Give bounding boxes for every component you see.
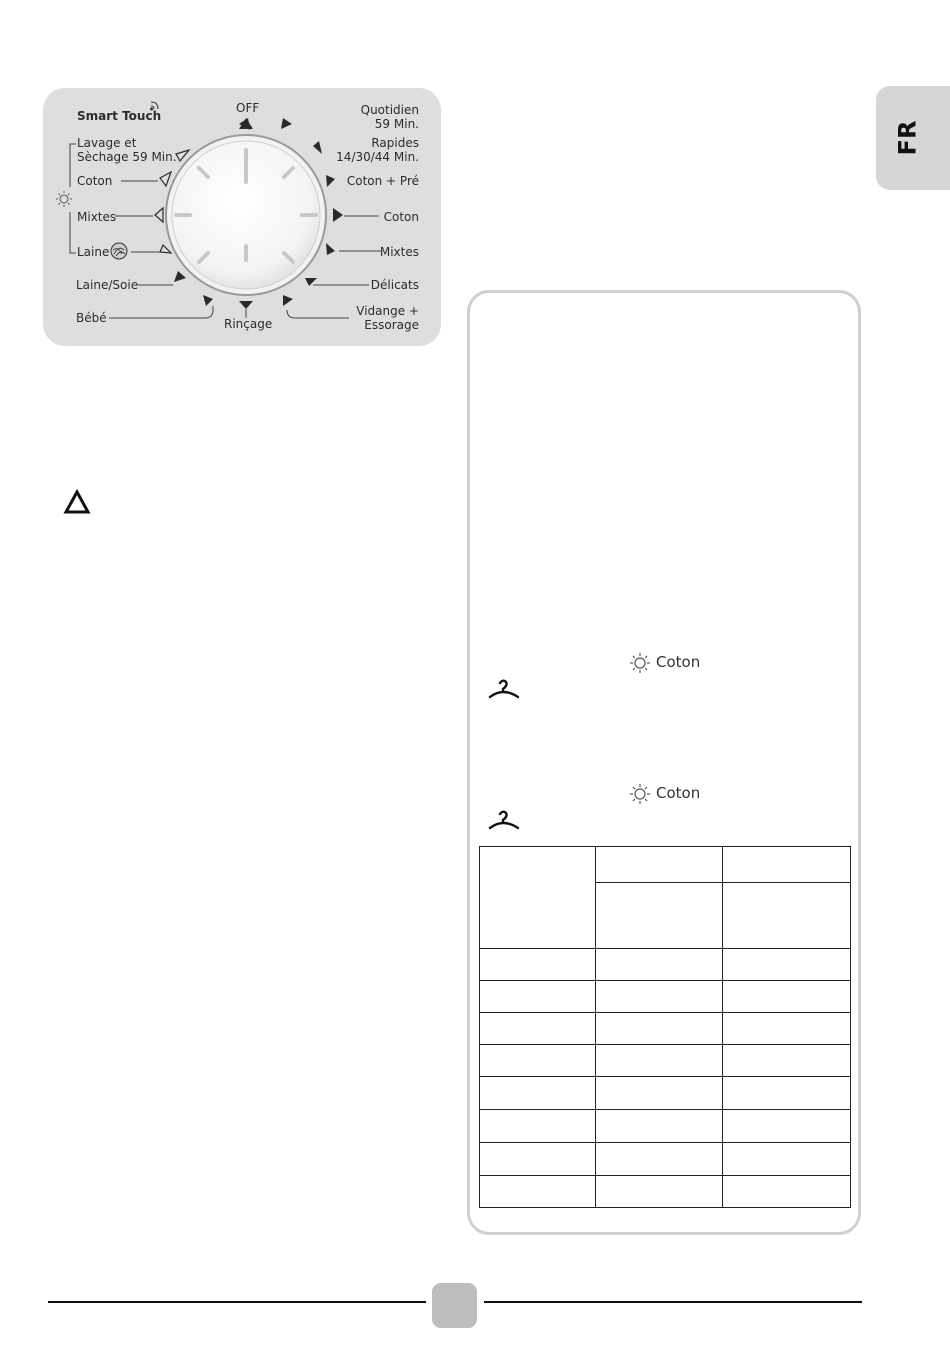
dial-label-vidange-line1: Vidange +: [356, 304, 419, 318]
dial-label-delicats: Délicats: [370, 278, 419, 292]
table-row: [480, 949, 851, 981]
page-number-badge: [432, 1283, 477, 1328]
language-tab: [876, 86, 950, 190]
dial-label-mixtes-wash: Mixtes: [379, 245, 419, 259]
table-row: [480, 1176, 851, 1208]
dial-label-rapides-line2: 14/30/44 Min.: [336, 150, 419, 164]
table-row: [480, 1013, 851, 1045]
dial-label-bebe: Bébé: [76, 311, 107, 325]
footer-rule-right: [484, 1301, 862, 1303]
dial-label-rincage: Rinçage: [224, 317, 273, 331]
hanger-icon: [487, 678, 521, 700]
table-row: [480, 1077, 851, 1110]
hanger-icon: [487, 809, 521, 831]
sun-icon: [56, 191, 72, 207]
dial-label-laine-soie: Laine/Soie: [76, 278, 139, 292]
dial-label-coton-wash: Coton: [383, 210, 419, 224]
warning-triangle-icon: [63, 489, 91, 515]
dial-label-quotidien-line1: Quotidien: [360, 103, 419, 117]
table-row: [480, 1143, 851, 1176]
dial-label-quotidien-line2: 59 Min.: [374, 117, 419, 131]
coton-label-1: Coton: [656, 653, 701, 671]
table-row: [480, 1110, 851, 1143]
coton-label-2: Coton: [656, 784, 701, 802]
dial-label-off: OFF: [236, 101, 260, 115]
dial-label-vidange-line2: Essorage: [364, 318, 419, 332]
dial-label-coton-pre: Coton + Pré: [346, 174, 419, 188]
language-tab-label: FR: [893, 120, 922, 156]
dial-label-coton-dry: Coton: [77, 174, 113, 188]
table-row: [480, 981, 851, 1013]
table-header-cell: [480, 847, 596, 949]
drying-table: [479, 846, 851, 1208]
dial-label-laine-dry: Laine: [77, 245, 110, 259]
table-subheader-cell: [596, 883, 723, 949]
dial-label-lavage-line1: Lavage et: [77, 136, 137, 150]
footer-rule-left: [48, 1301, 426, 1303]
table-row: [480, 1045, 851, 1077]
table-subheader-cell: [723, 883, 851, 949]
dial-label-rapides-line1: Rapides: [371, 136, 419, 150]
table-header-cell: [596, 847, 723, 883]
dial-label-mixtes-dry: Mixtes: [77, 210, 117, 224]
sun-icon: [628, 782, 652, 806]
sun-icon: [628, 651, 652, 675]
wool-icon: [111, 243, 127, 259]
table-header-cell: [723, 847, 851, 883]
dial-label-lavage-line2: Sèchage 59 Min.: [77, 150, 177, 164]
dial-label-smart-touch: Smart Touch: [77, 109, 162, 123]
